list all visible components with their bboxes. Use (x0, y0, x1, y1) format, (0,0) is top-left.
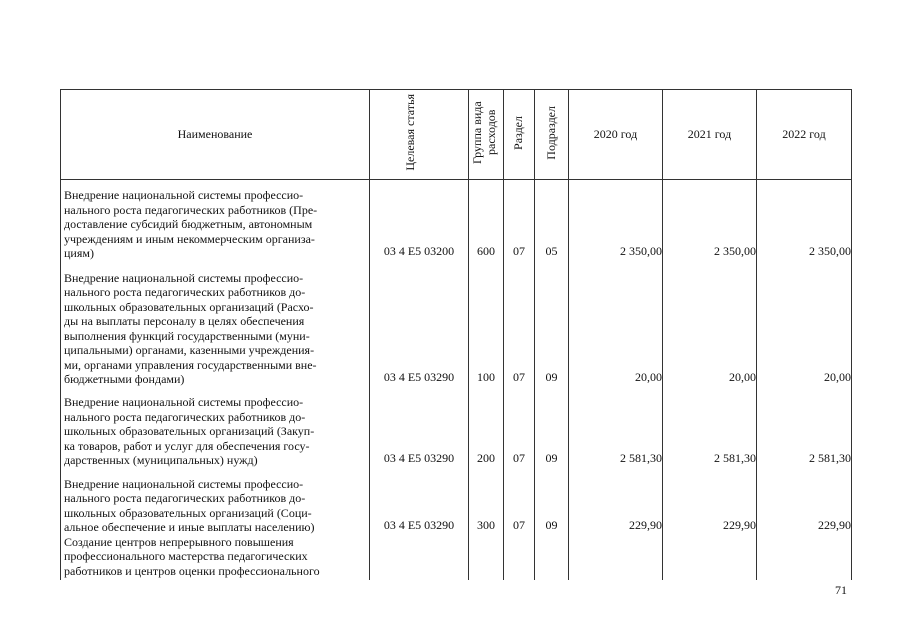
row-section (504, 535, 535, 580)
row-value-2021: 2 581,30 (663, 387, 757, 468)
row-article: 03 4 E5 03200 (370, 180, 469, 261)
page-number: 71 (835, 583, 847, 597)
row-value-2022: 2 581,30 (757, 387, 852, 468)
header-2022: 2022 год (757, 90, 852, 180)
row-group: 100 (469, 261, 504, 387)
header-section: Раздел (504, 90, 535, 180)
row-value-2021: 229,90 (663, 468, 757, 535)
row-section: 07 (504, 468, 535, 535)
row-value-2022: 20,00 (757, 261, 852, 387)
header-target-article: Целевая статья (370, 90, 469, 180)
row-subsection: 05 (535, 180, 569, 261)
row-value-2020: 2 581,30 (569, 387, 663, 468)
header-name: Наименование (61, 90, 370, 180)
row-value-2022: 2 350,00 (757, 180, 852, 261)
row-value-2020: 2 350,00 (569, 180, 663, 261)
row-name: Внедрение национальной системы профессио- нального роста педагогических работников (Пре- доставление субсидий бюджетным, автономным учреждениям и иным некоммерческим организа- циям) (61, 180, 370, 261)
row-section: 07 (504, 180, 535, 261)
row-article: 03 4 E5 03290 (370, 261, 469, 387)
header-expense-group: Группа вида расходов (469, 90, 504, 180)
budget-table (60, 89, 852, 580)
row-value-2022: 229,90 (757, 468, 852, 535)
row-group: 200 (469, 387, 504, 468)
row-article: 03 4 E5 03290 (370, 468, 469, 535)
row-name: Внедрение национальной системы профессио- нального роста педагогических работников до- школьных образовательных организаций (Соци- альное обеспечение и иные выплаты населению) (61, 468, 370, 535)
row-value-2021: 2 350,00 (663, 180, 757, 261)
row-value-2020: 20,00 (569, 261, 663, 387)
row-name: Внедрение национальной системы профессио- нального роста педагогических работников до- школьных образовательных организаций (Расхо- ды на выплаты персоналу в целях обеспечения выполнения функций государственными (муни- ципальными) органами, казенными учреждения- ми, органами управления государственными вне- бюджетными фондами) (61, 261, 370, 387)
row-name: Внедрение национальной системы профессио- нального роста педагогических работников до- школьных образовательных организаций (Закуп- ка товаров, работ и услуг для обеспечения госу- дарственных (муниципальных) нужд) (61, 387, 370, 468)
header-2020: 2020 год (569, 90, 663, 180)
header-subsection: Подраздел (535, 90, 569, 180)
row-section: 07 (504, 387, 535, 468)
table-row (61, 180, 852, 261)
row-group: 300 (469, 468, 504, 535)
row-group (469, 535, 504, 580)
row-subsection: 09 (535, 468, 569, 535)
row-section: 07 (504, 261, 535, 387)
row-group: 600 (469, 180, 504, 261)
row-article: 03 4 E5 03290 (370, 387, 469, 468)
row-value-2021: 20,00 (663, 261, 757, 387)
table-row (61, 387, 852, 468)
row-value-2020 (569, 535, 663, 580)
row-subsection: 09 (535, 261, 569, 387)
row-name: Создание центров непрерывного повышения профессионального мастерства педагогических работников и центров оценки профессионального (61, 535, 370, 580)
table-row (61, 468, 852, 535)
row-value-2021 (663, 535, 757, 580)
row-value-2020: 229,90 (569, 468, 663, 535)
table-row (61, 261, 852, 387)
header-row (61, 90, 852, 180)
header-2021: 2021 год (663, 90, 757, 180)
row-value-2022 (757, 535, 852, 580)
row-article (370, 535, 469, 580)
row-subsection (535, 535, 569, 580)
table-row (61, 535, 852, 580)
row-subsection: 09 (535, 387, 569, 468)
